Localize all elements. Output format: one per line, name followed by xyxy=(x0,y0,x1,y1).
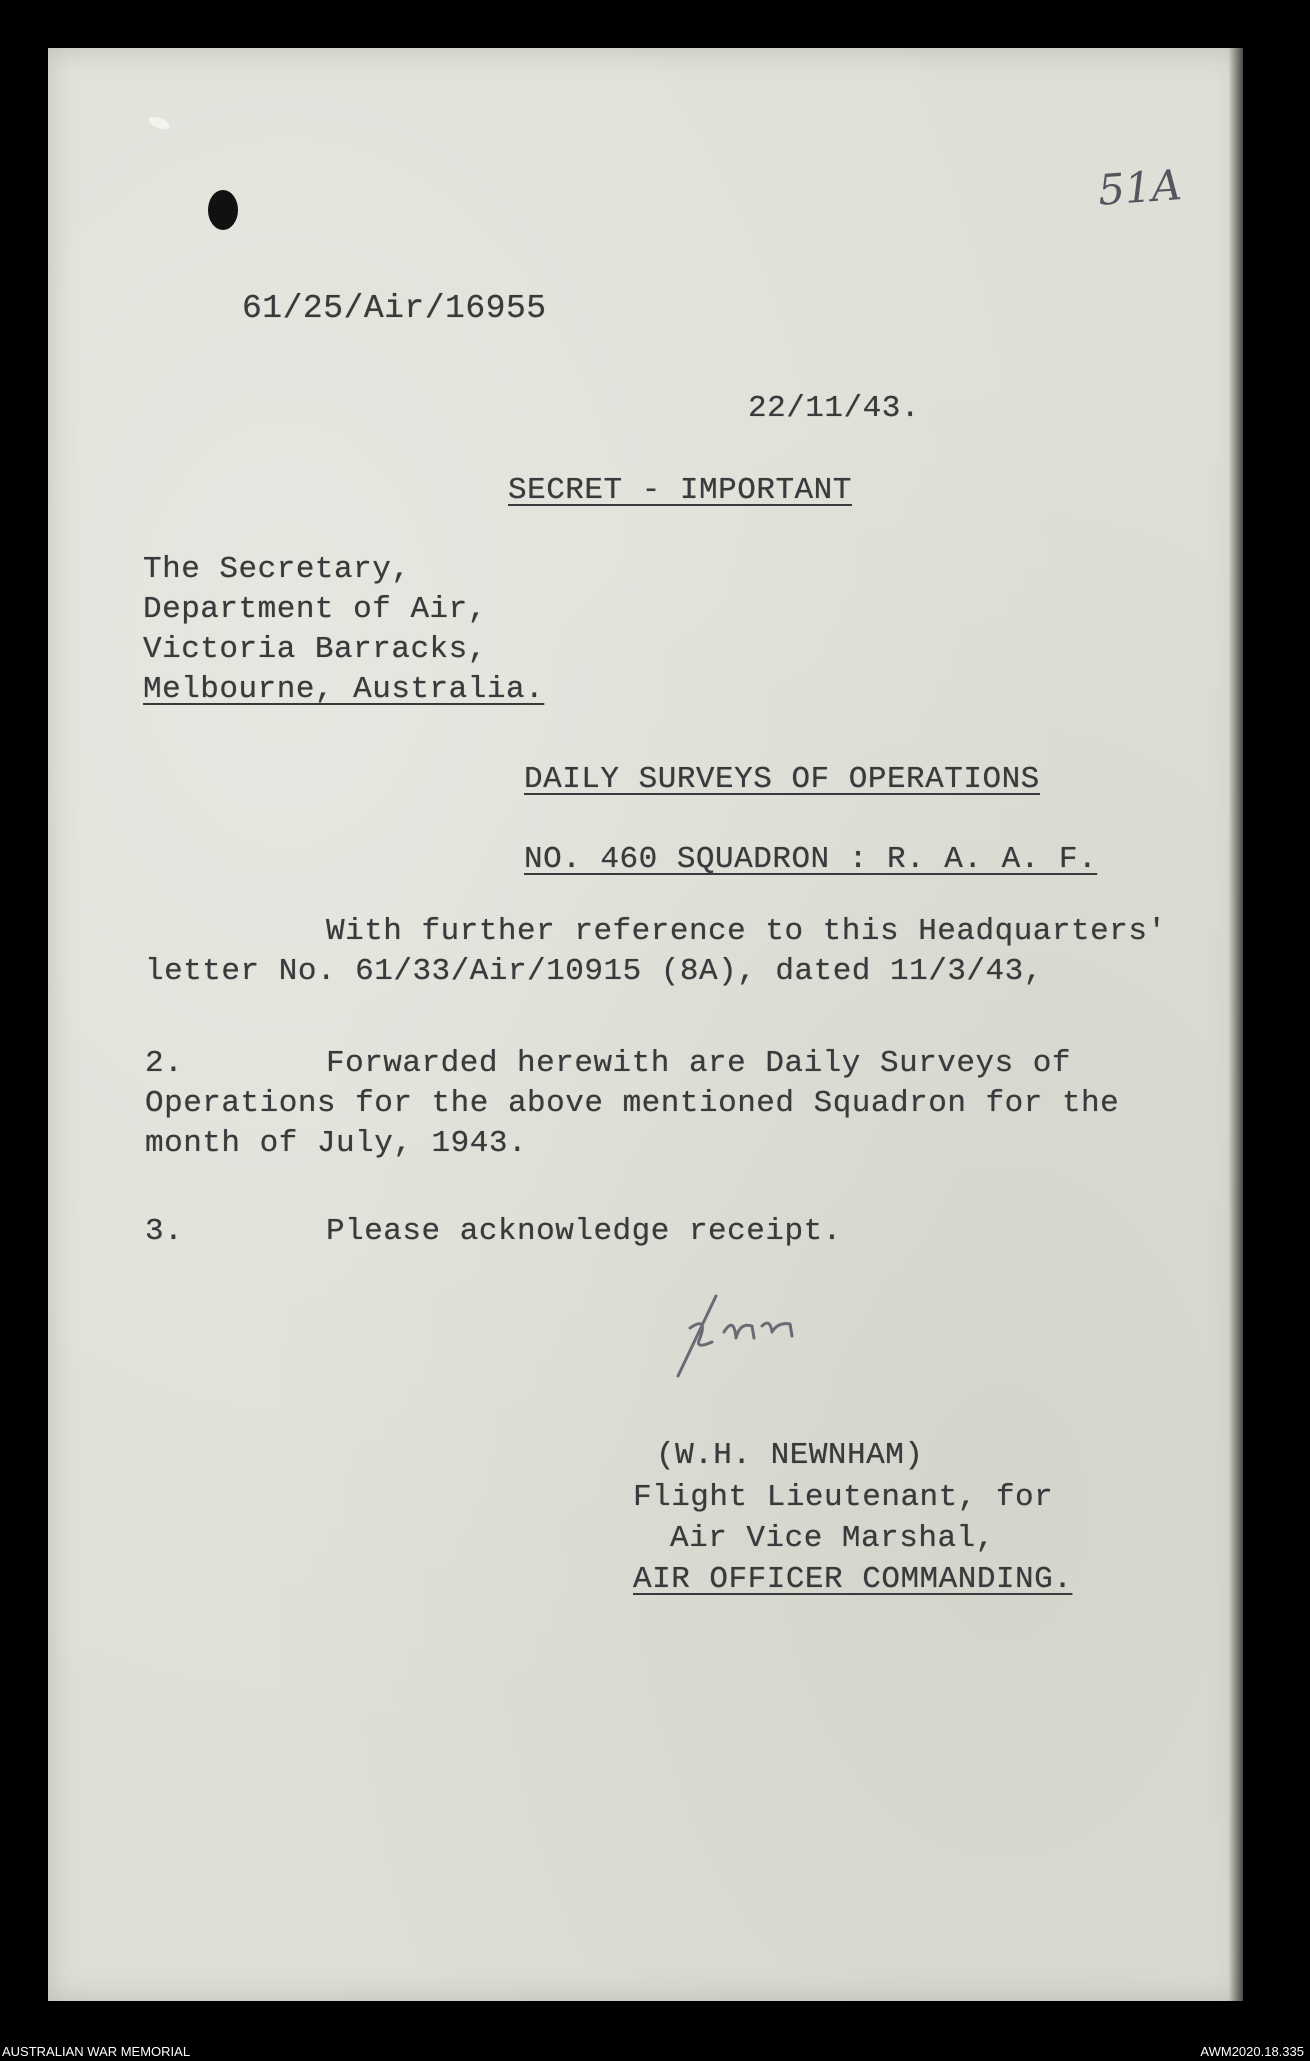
document-date: 22/11/43. xyxy=(748,391,920,426)
subject-heading-1: DAILY SURVEYS OF OPERATIONS xyxy=(524,762,1040,797)
paragraph-2-line-2: Operations for the above mentioned Squadron for the xyxy=(145,1086,1120,1121)
punch-hole xyxy=(208,190,238,230)
signatory-title: Air Vice Marshal, xyxy=(670,1521,995,1556)
signatory-name: (W.H. NEWNHAM) xyxy=(656,1438,924,1473)
handwritten-signature xyxy=(638,1276,828,1386)
subject-heading-2: NO. 460 SQUADRON : R. A. A. F. xyxy=(524,842,1098,877)
signatory-rank: Flight Lieutenant, for xyxy=(633,1480,1054,1515)
page-mark-51a: 51A xyxy=(1096,160,1184,215)
paragraph-3-number: 3. xyxy=(145,1214,184,1249)
paragraph-1-line-1: With further reference to this Headquarters' xyxy=(326,914,1167,949)
document-page xyxy=(48,48,1243,2001)
paragraph-2-line-1: Forwarded herewith are Daily Surveys of xyxy=(326,1046,1072,1081)
addressee-line-2: Department of Air, xyxy=(143,592,487,627)
signatory-position: AIR OFFICER COMMANDING. xyxy=(633,1562,1073,1597)
addressee-line-4: Melbourne, Australia. xyxy=(143,672,545,707)
paragraph-3-text: Please acknowledge receipt. xyxy=(326,1214,842,1249)
addressee-line-3: Victoria Barracks, xyxy=(143,632,487,667)
footer-accession-number: AWM2020.18.335 xyxy=(1200,2044,1304,2059)
addressee-line-1: The Secretary, xyxy=(143,552,411,587)
paragraph-1-line-2: letter No. 61/33/Air/10915 (8A), dated 11/3/43, xyxy=(145,954,1043,989)
pin-mark xyxy=(147,115,171,132)
classification-heading: SECRET - IMPORTANT xyxy=(508,473,852,508)
page-edge-shadow xyxy=(1229,48,1243,2001)
paragraph-2-number: 2. xyxy=(145,1046,184,1081)
file-reference: 61/25/Air/16955 xyxy=(242,290,547,327)
paragraph-2-line-3: month of July, 1943. xyxy=(145,1126,528,1161)
footer-institution: AUSTRALIAN WAR MEMORIAL xyxy=(2,2044,191,2059)
